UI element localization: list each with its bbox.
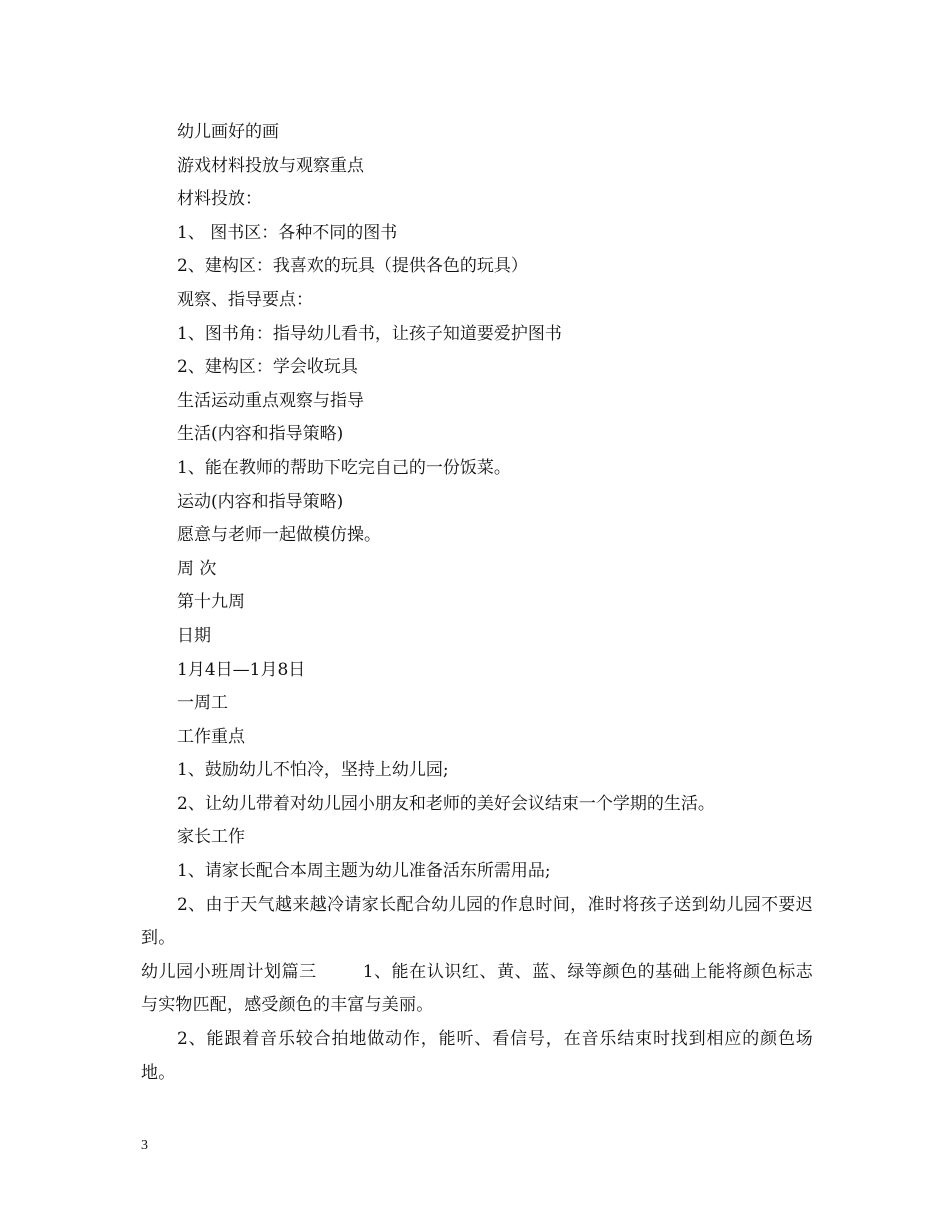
text-line-game-materials-heading: 游戏材料投放与观察重点 — [177, 155, 364, 176]
text-line-child-drawings: 幼儿画好的画 — [177, 122, 279, 142]
text-line-week-number: 第十九周 — [177, 592, 245, 613]
text-line-work-focus: 工作重点 — [177, 726, 245, 747]
text-line-observation-points: 观察、指导要点： — [177, 289, 313, 310]
text-line-life-strategy: 生活(内容和指导策略) — [177, 424, 344, 445]
text-line-sports-strategy: 运动(内容和指导策略) — [177, 491, 344, 512]
plan-goal-1-text: 1、能在认识红、黄、蓝、绿等颜色的基础上能将颜色标志与实物匹配，感受颜色的丰富与美丽。 — [141, 961, 814, 1016]
text-line-book-corner-guidance: 1、图书角：指导幼儿看书，让孩子知道要爱护图书 — [177, 323, 562, 344]
text-line-material-placement: 材料投放： — [177, 189, 262, 210]
page-content — [141, 116, 813, 1090]
text-line-semester-end: 2、让幼儿带着对幼儿园小朋友和老师的美好会议结束一个学期的生活。 — [177, 793, 715, 814]
paragraph-parent-schedule: 2、由于天气越来越冷请家长配合幼儿园的作息时间，准时将孩子送到幼儿园不要迟到。 — [141, 894, 813, 949]
text-line-finish-meal: 1、能在教师的帮助下吃完自己的一份饭菜。 — [177, 457, 511, 478]
text-line-construction-area: 2、建构区：我喜欢的玩具（提供各色的玩具） — [177, 256, 528, 277]
text-line-parent-supplies: 1、请家长配合本周主题为幼儿准备活东所需用品; — [177, 861, 551, 882]
plan-section-title: 幼儿园小班周计划篇三 — [141, 961, 317, 982]
text-line-week-label: 周 次 — [177, 558, 217, 579]
text-line-date-range: 1月4日—1月8日 — [177, 659, 306, 680]
text-line-imitation-exercise: 愿意与老师一起做模仿操。 — [177, 525, 381, 546]
text-line-book-area: 1、 图书区：各种不同的图书 — [177, 222, 398, 243]
text-line-weekly-work: 一周工 — [177, 693, 228, 714]
text-line-encourage-attendance: 1、鼓励幼儿不怕冷，坚持上幼儿园; — [177, 760, 449, 781]
paragraph-plan-goal-2: 2、能跟着音乐较合拍地做动作，能听、看信号，在音乐结束时找到相应的颜色场地。 — [141, 1029, 813, 1083]
page-number: 3 — [141, 1138, 148, 1153]
paragraph-plan-goal-1 — [141, 956, 813, 1023]
text-line-date-label: 日期 — [177, 625, 211, 646]
text-line-parent-work-heading: 家长工作 — [177, 827, 245, 848]
text-line-life-sports-heading: 生活运动重点观察与指导 — [177, 390, 364, 411]
text-line-toy-cleanup: 2、建构区：学会收玩具 — [177, 357, 358, 378]
